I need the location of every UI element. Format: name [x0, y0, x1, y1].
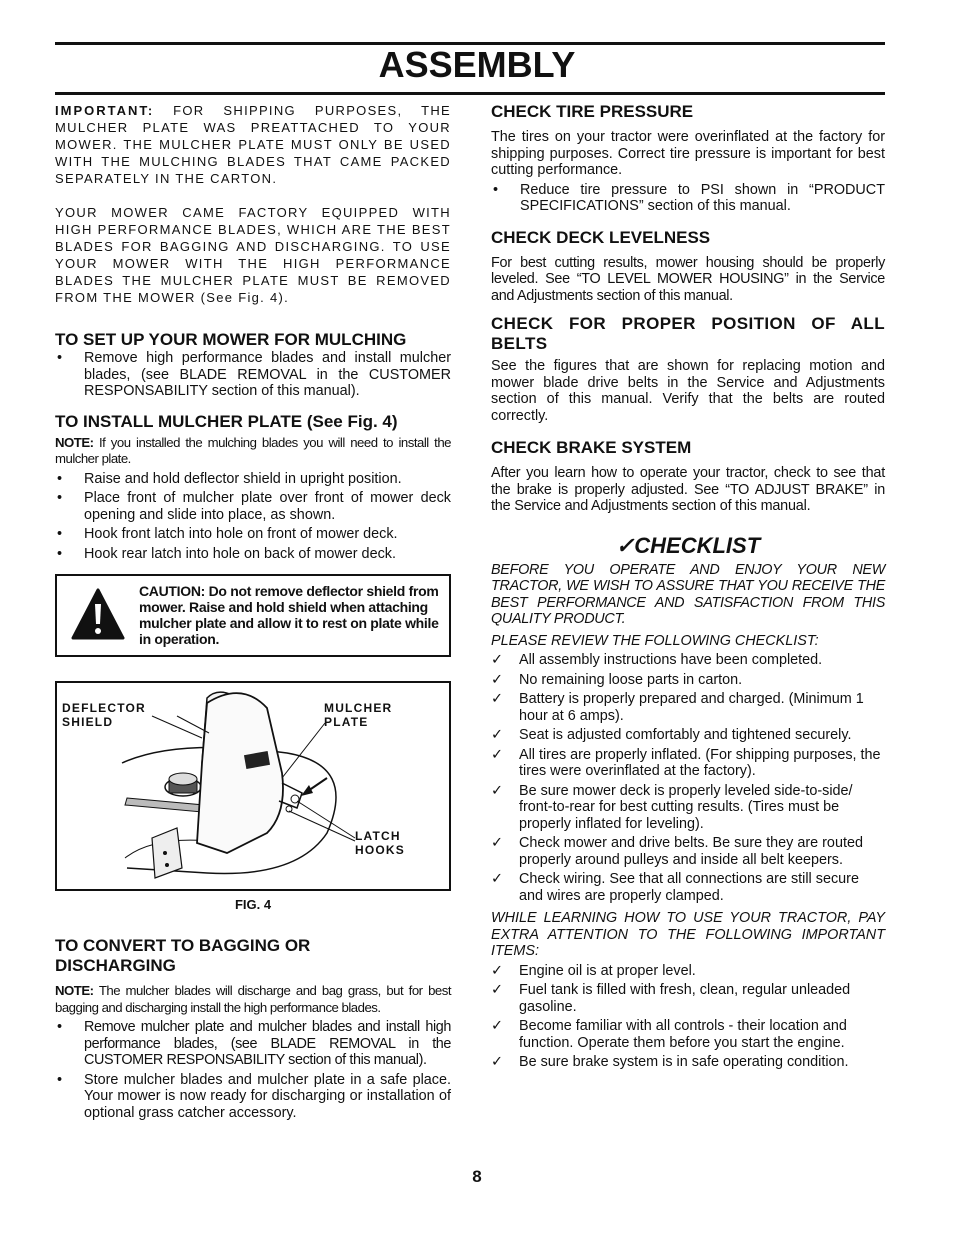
important-label: IMPORTANT:: [55, 103, 155, 118]
learning-intro: WHILE LEARNING HOW TO USE YOUR TRACTOR, PAY EXTRA ATTENTION TO THE FOLLOWING IMPORTANT ITEMS:: [491, 910, 885, 959]
learning-list: [491, 963, 885, 1071]
checklist-item: ✓ Check wiring. See that all connections are still secure and wires are properly clamped.: [491, 871, 885, 904]
deck-heading: CHECK DECK LEVELNESS: [491, 227, 711, 247]
checklist-item: ✓ Seat is adjusted comfortably and tightened securely.: [491, 727, 885, 744]
deflector-shield-label: [62, 701, 146, 729]
note-text: The mulcher blades will discharge and bag grass, but for best bagging and discharging install the high performance blades.: [55, 983, 451, 1015]
convert-heading: [55, 936, 451, 976]
convert-list: [55, 1019, 451, 1121]
list-item: • Raise and hold deflector shield in upright position.: [55, 471, 451, 488]
tire-list: [491, 182, 885, 215]
figure-4: [55, 681, 451, 891]
important-text: FOR SHIPPING PURPOSES, THE MULCHER PLATE WAS PREATTACHED TO YOUR MOWER. THE MULCHER PLATE MUST ONLY BE USED WITH THE MULCHING BLADES THAT CAME PACKED SEPARATELY IN THE CARTON.: [55, 103, 451, 186]
belts-text: See the figures that are shown for replacing motion and mower blade drive belts in the Service and Adjustments section of this manual. Verify that the belts are routed correctly.: [491, 358, 885, 424]
important-notice: [55, 102, 451, 187]
right-column: [491, 100, 885, 1071]
install-heading: TO INSTALL MULCHER PLATE (See Fig. 4): [55, 411, 398, 431]
figure-caption: FIG. 4: [234, 897, 272, 912]
convert-note: [55, 983, 451, 1016]
checklist-item: ✓ Battery is properly prepared and charged. (Minimum 1 hour at 6 amps).: [491, 691, 885, 724]
list-item: • Reduce tire pressure to PSI shown in “PRODUCT SPECIFICATIONS” section of this manual.: [491, 182, 885, 215]
warning-icon: [71, 588, 125, 640]
latch-hooks-label: [355, 829, 405, 857]
caution-box: [55, 574, 451, 657]
checklist-item: ✓ All tires are properly inflated. (For shipping purposes, the tires were overinflated at the factory).: [491, 747, 885, 780]
heading-line: DISCHARGING: [55, 956, 176, 975]
checklist-item: ✓ All assembly instructions have been completed.: [491, 652, 885, 669]
install-note: [55, 435, 451, 468]
checklist-item: ✓ Be sure mower deck is properly leveled side-to-side/ front-to-rear for best cutting results. (Tires must be properly inflated for leveling).: [491, 783, 885, 833]
checklist-item: ✓ No remaining loose parts in carton.: [491, 672, 885, 689]
mulcher-plate-label: [324, 701, 392, 729]
page-title: ASSEMBLY: [378, 44, 576, 85]
list-item: • Remove high performance blades and install mulcher blades, (see BLADE REMOVAL in the CUSTOMER RESPONSABILITY section of this manual).: [55, 350, 451, 400]
list-item: • Hook front latch into hole on front of mower deck.: [55, 526, 451, 543]
label-line: SHIELD: [62, 715, 114, 729]
label-line: MULCHER: [324, 701, 393, 715]
factory-blades-notice: YOUR MOWER CAME FACTORY EQUIPPED WITH HIGH PERFORMANCE BLADES, WHICH ARE THE BEST BLADES FOR BAGGING AND DISCHARGING. TO USE YOUR MOWER WITH THE HIGH PERFORMANCE BLADES THE MULCHER PLATE MUST BE REMOVED FROM THE MOWER (See Fig. 4).: [55, 205, 451, 305]
deck-text: For best cutting results, mower housing should be properly leveled. See “TO LEVEL MOWER HOUSING” in the Service and Adjustments section of this manual.: [491, 254, 885, 304]
checklist-title: ✓CHECKLIST: [615, 532, 761, 558]
list-item: • Place front of mulcher plate over front of mower deck opening and slide into place, as shown.: [55, 490, 451, 523]
checklist-item: ✓ Be sure brake system is in safe operating condition.: [491, 1054, 885, 1071]
title-rule: [55, 92, 885, 95]
checklist-intro: BEFORE YOU OPERATE AND ENJOY YOUR NEW TRACTOR, WE WISH TO ASSURE THAT YOU RECEIVE THE BEST PERFORMANCE AND SATISFACTION FROM THIS QUALITY PRODUCT.: [491, 561, 885, 627]
list-item: • Store mulcher blades and mulcher plate in a safe place. Your mower is now ready for discharging or installation of optional grass catcher accessory.: [55, 1072, 451, 1122]
label-line: DEFLECTOR: [62, 701, 146, 715]
setup-list: [55, 350, 451, 400]
label-line: HOOKS: [355, 843, 406, 857]
brake-heading: CHECK BRAKE SYSTEM: [491, 438, 692, 457]
note-label: NOTE:: [55, 983, 94, 998]
checklist-item: ✓ Engine oil is at proper level.: [491, 963, 885, 980]
list-item: • Hook rear latch into hole on back of mower deck.: [55, 546, 451, 563]
checklist-item: ✓ Check mower and drive belts. Be sure they are routed properly around pulleys and inside all belt keepers.: [491, 835, 885, 868]
checklist-review: PLEASE REVIEW THE FOLLOWING CHECKLIST:: [491, 632, 819, 649]
tire-text: The tires on your tractor were overinflated at the factory for shipping purposes. Correct tire pressure is important for best cutting performance.: [491, 129, 885, 178]
checklist: [491, 652, 885, 904]
setup-heading: TO SET UP YOUR MOWER FOR MULCHING: [55, 330, 407, 349]
label-line: PLATE: [324, 715, 369, 729]
heading-line: TO CONVERT TO BAGGING OR: [55, 936, 311, 955]
caution-text: CAUTION: Do not remove deflector shield from mower. Raise and hold shield when attaching mulcher plate and allow it to rest on plate while in operation.: [139, 583, 439, 647]
left-column: [55, 100, 451, 1121]
belts-heading: CHECK FOR PROPER POSITION OF ALL BELTS: [491, 314, 885, 353]
checklist-item: ✓ Fuel tank is filled with fresh, clean, regular unleaded gasoline.: [491, 982, 885, 1015]
page-number: 8: [472, 1167, 482, 1186]
note-text: If you installed the mulching blades you will need to install the mulcher plate.: [55, 434, 451, 466]
install-list: [55, 471, 451, 563]
tire-heading: CHECK TIRE PRESSURE: [491, 102, 694, 121]
note-label: NOTE:: [55, 434, 94, 450]
label-line: LATCH: [355, 829, 401, 843]
list-item: • Remove mulcher plate and mulcher blades and install high performance blades, (see BLADE REMOVAL in the CUSTOMER RESPONSABILITY section of this manual).: [55, 1019, 451, 1069]
brake-text: After you learn how to operate your tractor, check to see that the brake is properly adjusted. See “TO ADJUST BRAKE” in the Service and Adjustments section of this manual.: [491, 465, 885, 514]
checklist-item: ✓ Become familiar with all controls - their location and function. Operate them before you start the engine.: [491, 1018, 885, 1051]
